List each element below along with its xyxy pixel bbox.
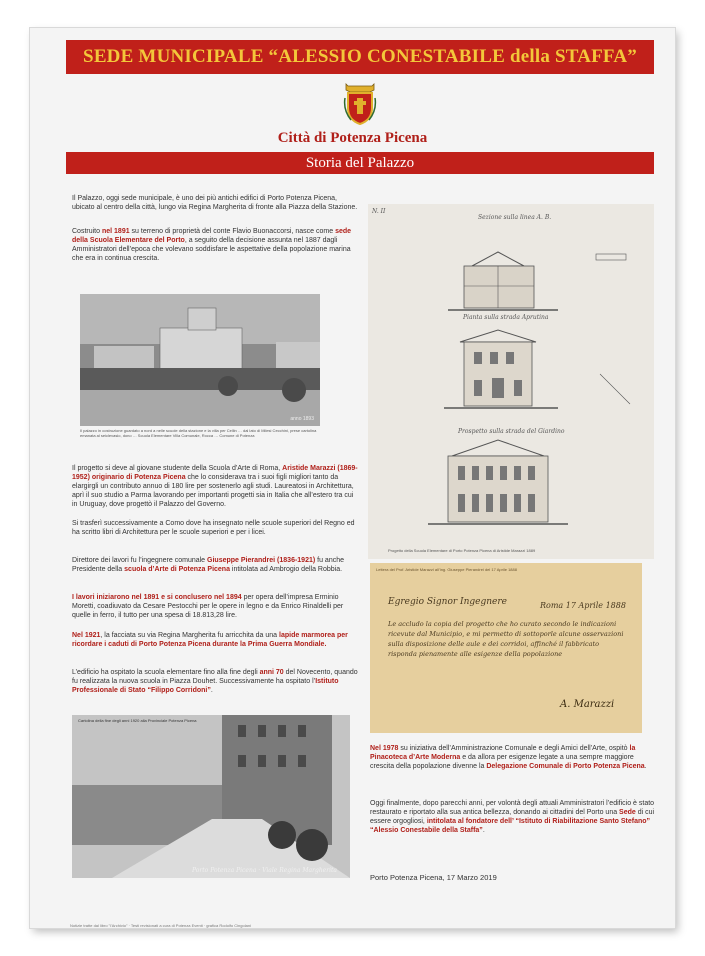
letter-date: Roma 17 Aprile 1888	[540, 601, 626, 610]
drawing-caption: Progetto della Scuola Elementare di Porto Potenza Picena di Aristide Marazzi 1889	[388, 548, 536, 553]
letter-header: Lettera del Prof. Aristide Marazzi all’ing. Giuseppe Pierandrei del 17 Aprile 1888	[376, 567, 517, 572]
paragraph-pinacoteca: Nel 1978 su iniziativa dell’Amministrazione Comunale e degli Amici dell’Arte, ospitò la Pinacoteca d’Arte Moderna e da allora per esigenze legate a una sempre maggiore crescita della popolazione divenne la Delegazione Comunale di Porto Potenza Picena.	[370, 745, 647, 770]
section-title-banner: Storia del Palazzo	[66, 152, 654, 174]
letter-body: Le accludo la copia del progetto che ho curato secondo le indicazioni ricevute dal Municipio, e mi permetto di sottoporle alcune osservazioni sulla disposizione delle aule e dei corridoi, affinché il fabbricato risponda pienamente alle esigenze della popolazione	[388, 620, 624, 658]
photo2-top-caption: Cartolina della fine degli anni 1920 alla Provinciale Potenza Picena	[78, 718, 197, 723]
paragraph-construction: Costruito nel 1891 su terreno di proprietà del conte Flavio Buonaccorsi, nasce come sede della Scuola Elementare del Porto, a seguito della decisione assunta nel 1887 dagli Amministratori dell’epoca che volevano soddisfare le aspettative della popolazione marina che era in continua crescita.	[72, 228, 352, 262]
letter-signature: A. Marazzi	[560, 699, 615, 710]
drawing-number: N. II	[372, 208, 386, 215]
drawing-label-section: Sezione sulla linea A. B.	[478, 214, 552, 221]
photo1-caption: Il palazzo in costruzione guardato a nord a nelle scuole della stazione e la villa per Cellin … dal lato di Milesi Cecchini, prese cartolina emanata al seiclevasio, dono … Scuola Elementare Villa Comunale, Rocca … Comune di Potenza	[80, 428, 317, 438]
architectural-drawing	[368, 204, 654, 559]
paragraph-intro: Il Palazzo, oggi sede municipale, è uno dei più antichi edifici di Porto Potenza Picena, ubicato al centro della città, lungo via Regina Margherita di fronte alla Piazza della Stazione.	[72, 195, 358, 211]
main-title-banner: SEDE MUNICIPALE “ALESSIO CONESTABILE della STAFFA”	[66, 40, 654, 74]
city-crest-icon	[343, 82, 377, 126]
drawing-label-plan: Pianta sulla strada Aprutina	[463, 314, 549, 321]
date-line: Porto Potenza Picena, 17 Marzo 2019	[370, 873, 497, 882]
paragraph-plaque: Nel 1921, la facciata su via Regina Margherita fu arricchita da una lapide marmorea per ricordare i caduti di Porto Potenza Picena durante la Prima Guerra Mondiale.	[72, 632, 348, 648]
photo-year-stamp: anno 1893	[290, 416, 314, 422]
letter-salutation: Egregio Signor Ingegnere	[388, 597, 508, 607]
paragraph-school-history: L’edificio ha ospitato la scuola elementare fino alla fine degli anni 70 del Novecento, quando fu realizzata la nuova scuola in Piazza Douhet. Successivamente ha ospitato l’Istituto Professionale di Stato “Filippo Corridoni”.	[72, 669, 358, 694]
historic-photo-2	[72, 715, 350, 878]
paragraph-como: Si trasferì successivamente a Como dove ha insegnato nelle scuole superiori del Regno ed ha scritto libri di Architettura per le scuole superiori e per i licei.	[72, 520, 355, 536]
building-elevations-illustration	[368, 204, 654, 559]
paragraph-restoration: Oggi finalmente, dopo parecchi anni, per volontà degli attuali Amministratori l’edificio è stato restaurato e riportato alla sua antica bellezza, donando ai cittadini del Porto una Sede di cui essere orgogliosi, intitolata al fondatore dell’ “Istituto di Riabilitazione Santo Stefano” “Alessio Conestabile della Staffa”.	[370, 800, 655, 834]
historic-photo-1	[80, 294, 320, 426]
photo2-bottom-caption: Porto Potenza Picena · Viale Regina Margherita	[192, 867, 338, 874]
footer-credits: Notizie tratte dal libro "l'Archivio" · Testi revisionati a cura di Potenza Eventi · grafica Rodolfo Cingolani	[70, 923, 251, 928]
palazzo-photo-illustration	[80, 294, 320, 426]
drawing-label-elevation: Prospetto sulla strada del Giardino	[458, 428, 565, 435]
historic-letter	[370, 563, 642, 733]
paragraph-works: I lavori iniziarono nel 1891 e si conclusero nel 1894 per opera dell’impresa Erminio Moretti, coadiuvato da Cesare Pestocchi per le opere in legno e da Enrico Rinaldelli per quelle in ferro, il tutto per una spesa di 18.813,28 lire.	[72, 594, 344, 619]
city-name: Città di Potenza Picena	[277, 130, 428, 146]
paragraph-project: Il progetto si deve al giovane studente della Scuola d’Arte di Roma, Aristide Marazzi (1869-1952) originario di Potenza Picena che lo considerava tra i suoi figli migliori tanto da elargirgli un contributo annuo di 180 lire per sostenerlo agli studi. Laureatosi in Architettura, aprì il suo studio a Parma lavorando per importanti progetti sia in Italia che all’estero tra cui in Uruguay, dove progettò il Palazzo del Governo.	[72, 465, 358, 508]
paragraph-director: Direttore dei lavori fu l’ingegnere comunale Giuseppe Pierandrei (1836-1921) fu anche Presidente della scuola d’Arte di Potenza Picena intitolata ad Ambrogio della Robbia.	[72, 557, 345, 573]
poster	[30, 28, 675, 928]
street-photo-illustration	[72, 715, 350, 878]
